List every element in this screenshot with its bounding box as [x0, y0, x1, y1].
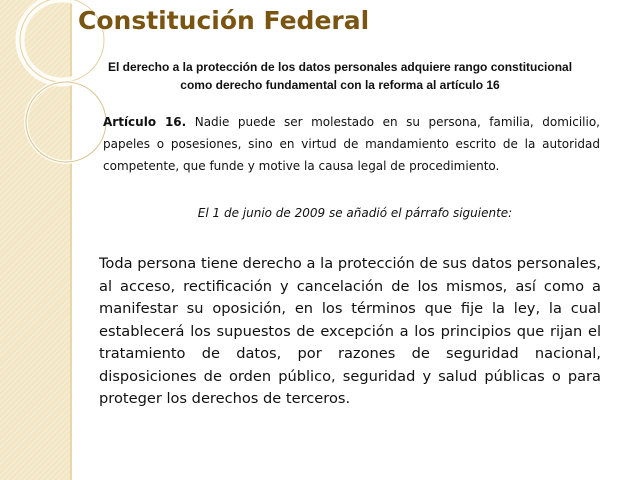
amendment-note: El 1 de junio de 2009 se añadió el párrafo siguiente:	[197, 206, 513, 220]
article-16-text	[103, 111, 600, 177]
subtitle-line-1: El derecho a la protección de los datos personales adquiere rango constitucional	[107, 60, 573, 74]
decorative-circle-lower-outline	[26, 82, 106, 162]
slide-title: Constitución Federal	[78, 6, 370, 35]
article-body: Nadie puede ser molestado en su persona, familia, domicilio, papeles o posesiones, sino en virtud de mandamiento escrito de la autoridad competente, que funde y motive la causa legal de procedimiento.	[103, 115, 600, 173]
article-label: Artículo 16.	[103, 115, 187, 129]
added-paragraph: Toda persona tiene derecho a la protección de sus datos personales, al acceso, rectificación y cancelación de los mismos, así como a manifestar su oposición, en los términos que fije la ley, la cual establecerá los supuestos de excepción a los principios que rijan el tratamiento de datos, por razones de seguridad nacional, disposiciones de orden público, seguridad y salud públicas o para proteger los derechos de terceros.	[99, 255, 601, 407]
subtitle-line-2: como derecho fundamental con la reforma al artículo 16	[180, 78, 500, 92]
slide-subtitle	[90, 58, 590, 94]
